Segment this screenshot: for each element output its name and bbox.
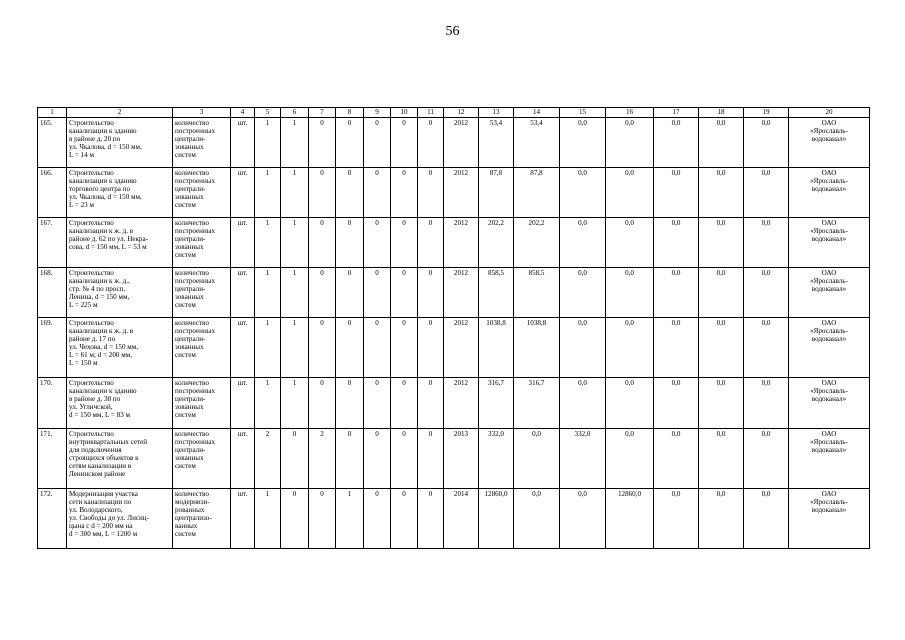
value-cell: 0: [418, 168, 444, 218]
object-name: Строительство канализации к ж. д., стр. № 4 по просп. Ленина, d = 150 мм, L = 225 м: [67, 268, 173, 318]
amount-cell: 1038,8: [479, 318, 514, 378]
amount-cell: 0,0: [606, 318, 654, 378]
table-row: [38, 268, 870, 318]
header-cell: 16: [606, 108, 654, 118]
table-row: [38, 489, 870, 549]
value-cell: 1: [255, 168, 281, 218]
value-cell: 0: [364, 378, 391, 429]
value-cell: 0: [336, 268, 364, 318]
organization-cell: ОАО «Ярославль- водоканал»: [789, 118, 870, 168]
amount-cell: 0,0: [699, 429, 744, 489]
amount-cell: 0,0: [699, 168, 744, 218]
value-cell: 0: [309, 378, 336, 429]
value-cell: 1: [281, 168, 309, 218]
value-cell: 0: [391, 429, 418, 489]
amount-cell: 0,0: [606, 168, 654, 218]
amount-cell: 0,0: [654, 268, 699, 318]
header-cell: 3: [173, 108, 231, 118]
value-cell: 0: [309, 168, 336, 218]
amount-cell: 202,2: [514, 218, 560, 268]
value-cell: 0: [336, 168, 364, 218]
amount-cell: 53,4: [479, 118, 514, 168]
value-cell: 1: [255, 489, 281, 549]
object-name: Строительство канализации к зданию в районе д. 20 по ул. Чкалова, d = 150 мм, L = 14 м: [67, 118, 173, 168]
amount-cell: 1038,8: [514, 318, 560, 378]
amount-cell: 0,0: [699, 318, 744, 378]
value-cell: 0: [391, 268, 418, 318]
table-row: [38, 218, 870, 268]
amount-cell: 0,0: [744, 168, 789, 218]
header-cell: 12: [444, 108, 479, 118]
unit-cell: шт.: [231, 429, 255, 489]
row-number: 169.: [38, 318, 67, 378]
value-cell: 0: [281, 489, 309, 549]
year-cell: 2012: [444, 268, 479, 318]
header-cell: 17: [654, 108, 699, 118]
amount-cell: 858,5: [514, 268, 560, 318]
amount-cell: 0,0: [699, 268, 744, 318]
amount-cell: 0,0: [699, 218, 744, 268]
amount-cell: 0,0: [744, 378, 789, 429]
amount-cell: 0,0: [606, 378, 654, 429]
amount-cell: 0,0: [744, 318, 789, 378]
amount-cell: 0,0: [606, 218, 654, 268]
organization-cell: ОАО «Ярославль- водоканал»: [789, 489, 870, 549]
value-cell: 0: [364, 268, 391, 318]
value-cell: 1: [255, 118, 281, 168]
value-cell: 0: [391, 218, 418, 268]
value-cell: 1: [255, 268, 281, 318]
value-cell: 1: [281, 378, 309, 429]
value-cell: 0: [309, 118, 336, 168]
amount-cell: 0,0: [654, 489, 699, 549]
unit-cell: шт.: [231, 268, 255, 318]
amount-cell: 0,0: [654, 168, 699, 218]
header-cell: 10: [391, 108, 418, 118]
year-cell: 2012: [444, 218, 479, 268]
value-cell: 0: [364, 429, 391, 489]
amount-cell: 316,7: [514, 378, 560, 429]
indicator-name: количество построенных централи- зованных систем: [173, 268, 231, 318]
object-name: Строительство внутриквартальных сетей для подключения строящихся объектов к сетям канализации в Ленинском районе: [67, 429, 173, 489]
amount-cell: 0,0: [606, 268, 654, 318]
indicator-name: количество построенных централи- зованных систем: [173, 118, 231, 168]
organization-cell: ОАО «Ярославль- водоканал»: [789, 318, 870, 378]
value-cell: 1: [281, 318, 309, 378]
object-name: Модернизация участка сети канализации по ул. Володарского, ул. Свободы до ул. Лисиц- цына с d = 200 мм на d = 300 мм, L = 1200 м: [67, 489, 173, 549]
year-cell: 2013: [444, 429, 479, 489]
amount-cell: 0,0: [654, 218, 699, 268]
value-cell: 1: [255, 318, 281, 378]
amount-cell: 0,0: [654, 118, 699, 168]
object-name: Строительство канализации к ж. д. в районе д. 62 по ул. Некра- сова, d = 150 мм, L = 53 м: [67, 218, 173, 268]
unit-cell: шт.: [231, 168, 255, 218]
amount-cell: 0,0: [699, 118, 744, 168]
year-cell: 2014: [444, 489, 479, 549]
object-name: Строительство канализации к зданию торгового центра по ул. Чкалова, d = 150 мм, L = 23 м: [67, 168, 173, 218]
indicator-name: количество модернизи- рованных централизо- ванных систем: [173, 489, 231, 549]
amount-cell: 316,7: [479, 378, 514, 429]
amount-cell: 0,0: [560, 218, 606, 268]
object-name: Строительство канализации к зданию в районе д. 38 по ул. Угличской, d = 150 мм, L = 83 м: [67, 378, 173, 429]
amount-cell: 0,0: [699, 489, 744, 549]
value-cell: 0: [391, 168, 418, 218]
value-cell: 1: [281, 218, 309, 268]
amount-cell: 0,0: [606, 118, 654, 168]
value-cell: 1: [281, 268, 309, 318]
row-number: 168.: [38, 268, 67, 318]
organization-cell: ОАО «Ярославль- водоканал»: [789, 378, 870, 429]
value-cell: 0: [418, 268, 444, 318]
unit-cell: шт.: [231, 489, 255, 549]
value-cell: 1: [336, 489, 364, 549]
amount-cell: 0,0: [654, 318, 699, 378]
indicator-name: количество построенных централи- зованных систем: [173, 378, 231, 429]
value-cell: 0: [418, 489, 444, 549]
value-cell: 0: [418, 318, 444, 378]
amount-cell: 87,8: [479, 168, 514, 218]
header-cell: 6: [281, 108, 309, 118]
indicator-name: количество построенных централи- зованных систем: [173, 429, 231, 489]
value-cell: 0: [418, 429, 444, 489]
header-cell: 8: [336, 108, 364, 118]
header-cell: 4: [231, 108, 255, 118]
amount-cell: 0,0: [560, 378, 606, 429]
amount-cell: 12860,0: [479, 489, 514, 549]
amount-cell: 0,0: [744, 218, 789, 268]
amount-cell: 0,0: [560, 489, 606, 549]
amount-cell: 202,2: [479, 218, 514, 268]
header-cell: 18: [699, 108, 744, 118]
header-cell: 19: [744, 108, 789, 118]
header-cell: 14: [514, 108, 560, 118]
amount-cell: 858,5: [479, 268, 514, 318]
row-number: 165.: [38, 118, 67, 168]
amount-cell: 0,0: [560, 168, 606, 218]
amount-cell: 0,0: [560, 318, 606, 378]
row-number: 166.: [38, 168, 67, 218]
value-cell: 0: [364, 318, 391, 378]
header-cell: 7: [309, 108, 336, 118]
amount-cell: 332,0: [479, 429, 514, 489]
row-number: 171.: [38, 429, 67, 489]
amount-cell: 53,4: [514, 118, 560, 168]
value-cell: 0: [391, 118, 418, 168]
value-cell: 0: [336, 429, 364, 489]
amount-cell: 0,0: [654, 378, 699, 429]
value-cell: 0: [391, 489, 418, 549]
amount-cell: 0,0: [744, 118, 789, 168]
value-cell: 0: [364, 118, 391, 168]
value-cell: 1: [281, 118, 309, 168]
value-cell: 0: [281, 429, 309, 489]
organization-cell: ОАО «Ярославль- водоканал»: [789, 218, 870, 268]
amount-cell: 0,0: [654, 429, 699, 489]
value-cell: 0: [336, 118, 364, 168]
value-cell: 0: [391, 378, 418, 429]
amount-cell: 0,0: [514, 429, 560, 489]
value-cell: 0: [336, 378, 364, 429]
unit-cell: шт.: [231, 378, 255, 429]
value-cell: 0: [418, 118, 444, 168]
object-name: Строительство канализации к ж. д. в районе д. 17 по ул. Чехова, d = 150 мм, L = 61 м; d = 200 мм, L = 150 м: [67, 318, 173, 378]
amount-cell: 0,0: [744, 429, 789, 489]
table-row: [38, 168, 870, 218]
amount-cell: 0,0: [560, 118, 606, 168]
value-cell: 1: [255, 218, 281, 268]
amount-cell: 87,8: [514, 168, 560, 218]
row-number: 170.: [38, 378, 67, 429]
amount-cell: 0,0: [744, 489, 789, 549]
table-row: [38, 378, 870, 429]
header-cell: 20: [789, 108, 870, 118]
amount-cell: 0,0: [606, 429, 654, 489]
header-cell: 5: [255, 108, 281, 118]
value-cell: 2: [309, 429, 336, 489]
value-cell: 0: [391, 318, 418, 378]
amount-cell: 0,0: [699, 378, 744, 429]
header-cell: 13: [479, 108, 514, 118]
value-cell: 0: [309, 268, 336, 318]
value-cell: 0: [364, 489, 391, 549]
header-row: [38, 108, 870, 118]
amount-cell: 332,0: [560, 429, 606, 489]
indicator-name: количество построенных централи- зованных систем: [173, 318, 231, 378]
organization-cell: ОАО «Ярославль- водоканал»: [789, 429, 870, 489]
unit-cell: шт.: [231, 118, 255, 168]
table-row: [38, 118, 870, 168]
header-cell: 9: [364, 108, 391, 118]
row-number: 167.: [38, 218, 67, 268]
amount-cell: 0,0: [560, 268, 606, 318]
row-number: 172.: [38, 489, 67, 549]
value-cell: 1: [255, 378, 281, 429]
header-cell: 15: [560, 108, 606, 118]
organization-cell: ОАО «Ярославль- водоканал»: [789, 168, 870, 218]
amount-cell: 0,0: [514, 489, 560, 549]
indicator-name: количество построенных централи- зованных систем: [173, 218, 231, 268]
value-cell: 0: [418, 378, 444, 429]
unit-cell: шт.: [231, 318, 255, 378]
amount-cell: 12860,0: [606, 489, 654, 549]
header-cell: 2: [67, 108, 173, 118]
page-number: 56: [445, 24, 460, 39]
year-cell: 2012: [444, 378, 479, 429]
value-cell: 0: [309, 218, 336, 268]
table-row: [38, 429, 870, 489]
amount-cell: 0,0: [744, 268, 789, 318]
organization-cell: ОАО «Ярославль- водоканал»: [789, 268, 870, 318]
value-cell: 2: [255, 429, 281, 489]
header-cell: 11: [418, 108, 444, 118]
indicator-name: количество построенных централи- зованных систем: [173, 168, 231, 218]
value-cell: 0: [309, 318, 336, 378]
year-cell: 2012: [444, 118, 479, 168]
year-cell: 2012: [444, 318, 479, 378]
value-cell: 0: [309, 489, 336, 549]
table-row: [38, 318, 870, 378]
year-cell: 2012: [444, 168, 479, 218]
unit-cell: шт.: [231, 218, 255, 268]
header-cell: 1: [38, 108, 67, 118]
value-cell: 0: [418, 218, 444, 268]
value-cell: 0: [364, 168, 391, 218]
value-cell: 0: [336, 218, 364, 268]
value-cell: 0: [336, 318, 364, 378]
investment-table: [37, 107, 870, 549]
value-cell: 0: [364, 218, 391, 268]
